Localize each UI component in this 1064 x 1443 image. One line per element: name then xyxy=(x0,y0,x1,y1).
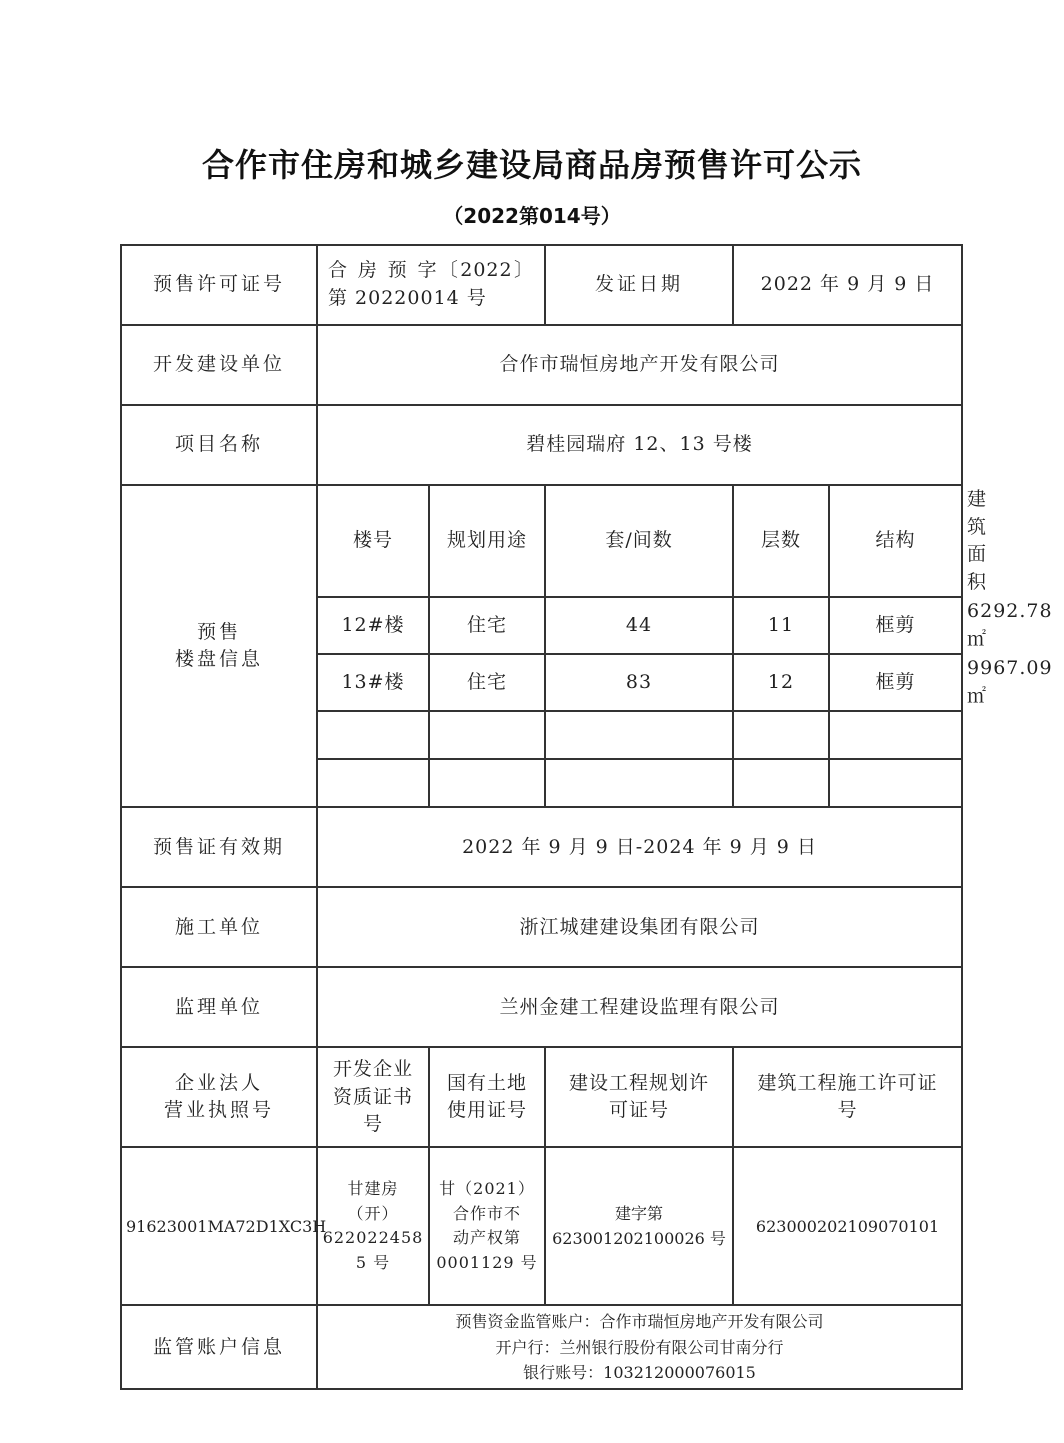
validity-label: 预售证有效期 xyxy=(121,807,317,887)
building-header-structure: 结构 xyxy=(829,485,962,597)
permit-number-value xyxy=(317,245,545,325)
developer-label: 开发建设单位 xyxy=(121,325,317,405)
constructor-value: 浙江城建建设集团有限公司 xyxy=(317,887,962,967)
construction-permit-header: 建筑工程施工许可证 号 xyxy=(733,1047,962,1147)
permit-number-label: 预售许可证号 xyxy=(121,245,317,325)
qualification-cert-value: 甘建房 （开） 622022458 5 号 xyxy=(317,1147,429,1305)
building-empty-cell xyxy=(733,759,829,807)
building-header-use: 规划用途 xyxy=(429,485,545,597)
building-empty-cell xyxy=(429,759,545,807)
building-row-13-floors: 12 xyxy=(733,654,829,711)
building-empty-cell xyxy=(317,711,429,759)
building-row-13-units: 83 xyxy=(545,654,733,711)
document-number: （2022第014号） xyxy=(443,204,621,228)
business-license-header: 企业法人 营业执照号 xyxy=(121,1047,317,1147)
permit-number-line1: 合 房 预 字〔2022〕 xyxy=(328,259,535,282)
land-use-cert-header: 国有土地 使用证号 xyxy=(429,1047,545,1147)
building-row-13-number: 13#楼 xyxy=(317,654,429,711)
account-number: 银行账号：103212000076015 xyxy=(523,1363,756,1383)
land-use-cert-value: 甘（2021） 合作市不 动产权第 0001129 号 xyxy=(429,1147,545,1305)
building-header-number: 楼号 xyxy=(317,485,429,597)
supervisor-value: 兰州金建工程建设监理有限公司 xyxy=(317,967,962,1047)
developer-value: 合作市瑞恒房地产开发有限公司 xyxy=(317,325,962,405)
presale-permit-table: 预售许可证号 合 房 预 字〔2022〕 第 20220014 号 发证日期 2022 年 9 月 9 日 开发建设单位 合作市瑞恒房地产开发有限公司 项目名称 碧桂园瑞府 12、13 号楼 预售 楼盘信息 楼号 规划用途 套/间数 层数 结构 建筑面积 12#楼 住宅 44 11 框剪 6292.78 ㎡ 13#楼 住宅 83 12 框剪 9967.09 ㎡ 预售证有效期 2022 年 9 月 9 日-2024 年 9 月 9 日 施工单位 浙江城建建设集团有限公司 监理单位 兰州金建工程建设监理有限公司 企业法人 营业执照号 开发企业 资质证书 号 国有土地 使用证号 建设工程规划许 可证号 建筑工程施工许可证 号 91623001MA72D1XC3H 甘建房 （开） 622022458 5 号 甘（2021） 合作市不 动产权第 0001129 号 建字第 623001202100026 号 623000202109070101 监管账户信息 预售资金监管账户：合作市瑞恒房地产开发有限公司 开户行：兰州银行股份有限公司甘南分行 银行账号：103212000076015 xyxy=(120,244,963,1390)
building-header-units: 套/间数 xyxy=(545,485,733,597)
document-title: 合作市住房和城乡建设局商品房预售许可公示 xyxy=(201,146,862,184)
building-row-12-floors: 11 xyxy=(733,597,829,654)
building-empty-cell xyxy=(733,711,829,759)
issue-date-label: 发证日期 xyxy=(545,245,733,325)
building-row-12-units: 44 xyxy=(545,597,733,654)
planning-permit-header: 建设工程规划许 可证号 xyxy=(545,1047,733,1147)
account-info-value xyxy=(317,1305,962,1389)
building-row-13-structure: 框剪 xyxy=(829,654,962,711)
buildings-label: 预售 楼盘信息 xyxy=(121,485,317,807)
project-name-value: 碧桂园瑞府 12、13 号楼 xyxy=(317,405,962,485)
account-info-label: 监管账户信息 xyxy=(121,1305,317,1389)
account-name: 预售资金监管账户：合作市瑞恒房地产开发有限公司 xyxy=(455,1311,824,1331)
building-row-12-use: 住宅 xyxy=(429,597,545,654)
project-name-label: 项目名称 xyxy=(121,405,317,485)
business-license-value: 91623001MA72D1XC3H xyxy=(121,1147,317,1305)
permit-number-line2: 第 20220014 号 xyxy=(328,287,487,309)
validity-value: 2022 年 9 月 9 日-2024 年 9 月 9 日 xyxy=(317,807,962,887)
building-empty-cell xyxy=(545,711,733,759)
constructor-label: 施工单位 xyxy=(121,887,317,967)
qualification-cert-header: 开发企业 资质证书 号 xyxy=(317,1047,429,1147)
construction-permit-value: 623000202109070101 xyxy=(733,1147,962,1305)
building-header-floors: 层数 xyxy=(733,485,829,597)
issue-date-value: 2022 年 9 月 9 日 xyxy=(733,245,962,325)
building-empty-cell xyxy=(317,759,429,807)
building-empty-cell xyxy=(829,711,962,759)
building-empty-cell xyxy=(429,711,545,759)
supervisor-label: 监理单位 xyxy=(121,967,317,1047)
account-bank: 开户行：兰州银行股份有限公司甘南分行 xyxy=(495,1337,784,1357)
planning-permit-value: 建字第 623001202100026 号 xyxy=(545,1147,733,1305)
building-empty-cell xyxy=(545,759,733,807)
building-row-13-use: 住宅 xyxy=(429,654,545,711)
building-row-12-structure: 框剪 xyxy=(829,597,962,654)
building-empty-cell xyxy=(829,759,962,807)
building-row-12-number: 12#楼 xyxy=(317,597,429,654)
